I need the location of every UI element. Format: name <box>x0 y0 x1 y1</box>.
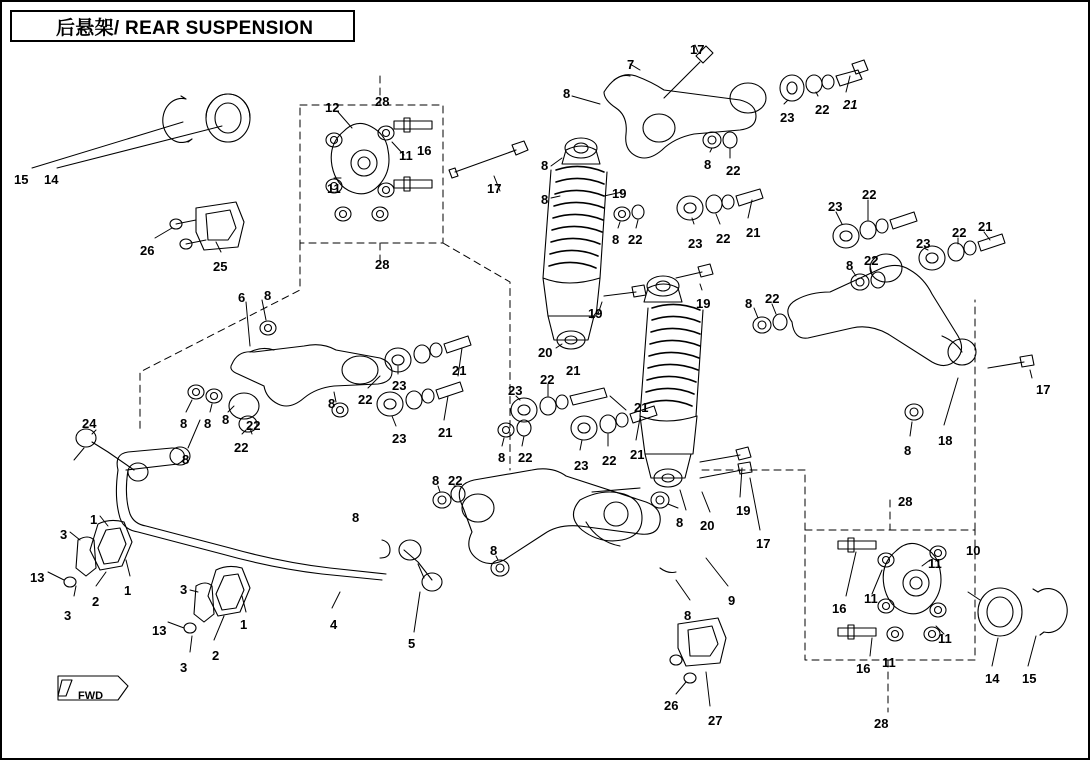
callout-number: 11 <box>938 631 952 646</box>
callout-number: 22 <box>815 102 830 117</box>
callout-number: 8 <box>541 158 549 173</box>
callout-number: 24 <box>82 416 97 431</box>
callout-number: 21 <box>843 97 858 112</box>
callout-number: 4 <box>330 617 338 632</box>
callout-number: 3 <box>60 527 68 542</box>
callout-number: 10 <box>966 543 981 558</box>
callout-number: 27 <box>708 713 723 728</box>
callout-number: 19 <box>612 186 627 201</box>
callout-number: 20 <box>538 345 553 360</box>
callout-number: 1 <box>90 512 98 527</box>
callout-number: 22 <box>602 453 617 468</box>
callout-number: 22 <box>448 473 463 488</box>
callout-number: 23 <box>508 383 523 398</box>
callout-number: 14 <box>44 172 59 187</box>
callout-number: 16 <box>417 143 432 158</box>
callout-number: 28 <box>375 94 390 109</box>
callout-number: 21 <box>630 447 645 462</box>
callout-number: 8 <box>684 608 692 623</box>
callout-number: 25 <box>213 259 228 274</box>
page-title <box>10 10 355 42</box>
callout-number: 9 <box>728 593 736 608</box>
callout-number: 13 <box>152 623 167 638</box>
callout-number: 17 <box>756 536 771 551</box>
callout-number: 23 <box>392 378 407 393</box>
callout-number: 23 <box>916 236 931 251</box>
callout-number: 8 <box>676 515 684 530</box>
callout-number: 11 <box>882 655 896 670</box>
callout-number: 16 <box>832 601 847 616</box>
callout-number: 18 <box>938 433 953 448</box>
callout-number: 2 <box>92 594 100 609</box>
callout-number: 8 <box>563 86 571 101</box>
callout-number: 23 <box>392 431 407 446</box>
callout-number: 21 <box>566 363 581 378</box>
callout-number: 1 <box>240 617 248 632</box>
callout-number: 8 <box>222 412 230 427</box>
callout-number: 22 <box>862 187 877 202</box>
callout-number: 19 <box>588 306 603 321</box>
callout-number: 8 <box>180 416 188 431</box>
callout-number: 19 <box>696 296 711 311</box>
callout-number: 22 <box>358 392 373 407</box>
callout-number: 21 <box>438 425 453 440</box>
callout-number: 22 <box>234 440 249 455</box>
callout-number: 8 <box>498 450 506 465</box>
callout-number: 28 <box>375 257 390 272</box>
callout-number: 5 <box>408 636 416 651</box>
callout-number: 6 <box>238 290 246 305</box>
fwd-arrow-label: FWD <box>78 690 104 702</box>
callout-number: 8 <box>541 192 549 207</box>
callout-number: 11 <box>399 148 413 163</box>
callout-number: 21 <box>746 225 761 240</box>
callout-number: 3 <box>180 582 188 597</box>
callout-number: 16 <box>856 661 871 676</box>
callout-number: 8 <box>328 396 336 411</box>
callout-number: 14 <box>985 671 1000 686</box>
callout-number: 21 <box>452 363 467 378</box>
callout-number: 8 <box>182 452 190 467</box>
callout-number: 22 <box>726 163 741 178</box>
callout-number: 21 <box>634 400 649 415</box>
callout-number: 23 <box>574 458 589 473</box>
callout-number: 12 <box>325 100 340 115</box>
callout-number: 17 <box>487 181 502 196</box>
callout-number: 28 <box>874 716 889 731</box>
callout-number: 2 <box>212 648 220 663</box>
callout-number: 1 <box>124 583 132 598</box>
callout-number: 8 <box>490 543 498 558</box>
callout-number: 17 <box>1036 382 1051 397</box>
callout-number: 28 <box>898 494 913 509</box>
callout-number: 8 <box>264 288 272 303</box>
callout-number: 22 <box>716 231 731 246</box>
callout-number: 8 <box>904 443 912 458</box>
callout-number: 8 <box>204 416 212 431</box>
callout-number: 22 <box>952 225 967 240</box>
callout-number: 19 <box>736 503 751 518</box>
callout-number: 11 <box>928 556 942 571</box>
callout-number: 8 <box>352 510 360 525</box>
callout-number: 22 <box>540 372 555 387</box>
callout-number: 13 <box>30 570 45 585</box>
callout-number: 23 <box>780 110 795 125</box>
callout-number: 7 <box>627 57 635 72</box>
callout-number: 23 <box>688 236 703 251</box>
callout-number: 22 <box>518 450 533 465</box>
callout-number: 22 <box>246 418 261 433</box>
callout-number: 23 <box>828 199 843 214</box>
callout-number: 22 <box>864 253 879 268</box>
callout-number: 22 <box>628 232 643 247</box>
callout-number: 15 <box>14 172 29 187</box>
callout-number: 11 <box>864 591 878 606</box>
page-title-text: 后悬架/ REAR SUSPENSION <box>56 17 314 39</box>
callout-number: 15 <box>1022 671 1037 686</box>
callout-number: 26 <box>664 698 679 713</box>
callout-number: 8 <box>432 473 440 488</box>
callout-number: 8 <box>612 232 620 247</box>
callout-number: 21 <box>978 219 993 234</box>
callout-number: 8 <box>846 258 854 273</box>
callout-number: 17 <box>690 42 705 57</box>
callout-number: 26 <box>140 243 155 258</box>
callout-number: 8 <box>745 296 753 311</box>
callout-number: 3 <box>180 660 188 675</box>
callout-number: 3 <box>64 608 72 623</box>
callout-number: 22 <box>765 291 780 306</box>
callout-number: 11 <box>327 181 341 196</box>
callout-number: 8 <box>704 157 712 172</box>
callout-number: 20 <box>700 518 715 533</box>
